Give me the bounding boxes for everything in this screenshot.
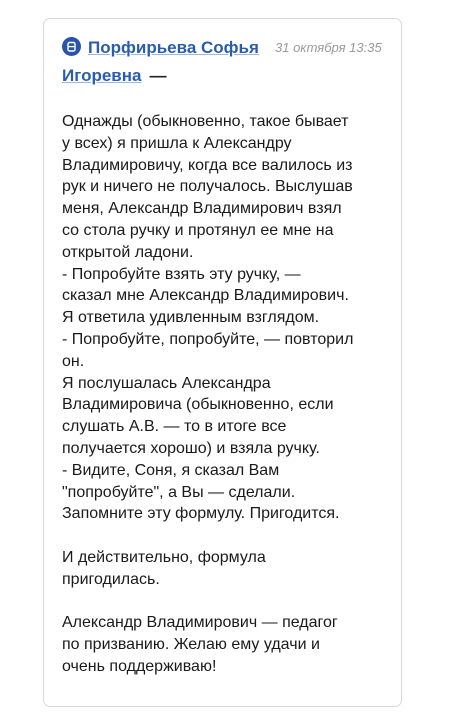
text-line: "попробуйте", а Вы — сделали.	[62, 483, 296, 501]
author-dash: —	[149, 66, 167, 85]
text-line: Однажды (обыкновенно, такое бывает	[62, 113, 349, 130]
text-line: Александр Владимирович — педагог	[62, 614, 338, 632]
paragraph-3	[62, 612, 394, 677]
paragraph-gap	[62, 591, 394, 613]
text-line: он.	[62, 352, 85, 370]
comment-card	[43, 18, 402, 707]
text-line: рук и ничего не получалось. Выслушав	[62, 178, 353, 196]
text-line: - Попробуйте взять эту ручку, —	[62, 265, 301, 283]
text-line: сказал мне Александр Владимирович.	[62, 287, 349, 305]
comment-timestamp: 31 октября 13:35	[275, 40, 382, 55]
text-line: И действительно, формула	[62, 548, 266, 566]
paragraph-2	[62, 547, 394, 591]
text-line: пригодилась.	[62, 570, 160, 588]
paragraph-1	[62, 111, 394, 525]
text-line: меня, Александр Владимирович взял	[62, 200, 342, 218]
author-patronymic-link[interactable]: Игоревна	[62, 66, 142, 85]
author-name-link[interactable]: Порфирьева Софья	[88, 38, 259, 57]
text-line: слушать А.В. — то в итоге все	[62, 418, 287, 436]
text-line: Владимировича (обыкновенно, если	[62, 396, 334, 414]
text-line: по призванию. Желаю ему удачи и	[62, 636, 320, 654]
comment-body	[62, 111, 394, 678]
text-line: - Попробуйте, попробуйте, — повторил	[62, 330, 354, 348]
text-line: получается хорошо) и взяла ручку.	[62, 439, 320, 457]
text-line: открытой ладони.	[62, 243, 194, 261]
text-line: - Видите, Соня, я сказал Вам	[62, 461, 280, 479]
text-line: очень поддерживаю!	[62, 657, 217, 675]
text-line: Я послушалась Александра	[62, 374, 271, 392]
paragraph-gap	[62, 525, 394, 547]
text-line: со стола ручку и протянул ее мне на	[62, 221, 334, 239]
text-line: Я ответила удивленным взглядом.	[62, 309, 320, 327]
author-name-line2	[62, 66, 166, 86]
hse-logo-icon	[62, 37, 81, 56]
text-line: Запомните эту формулу. Пригодится.	[62, 505, 340, 523]
text-line: Владимировичу, когда все валилось из	[62, 156, 353, 174]
text-line: у всех) я пришла к Александру	[62, 134, 292, 152]
